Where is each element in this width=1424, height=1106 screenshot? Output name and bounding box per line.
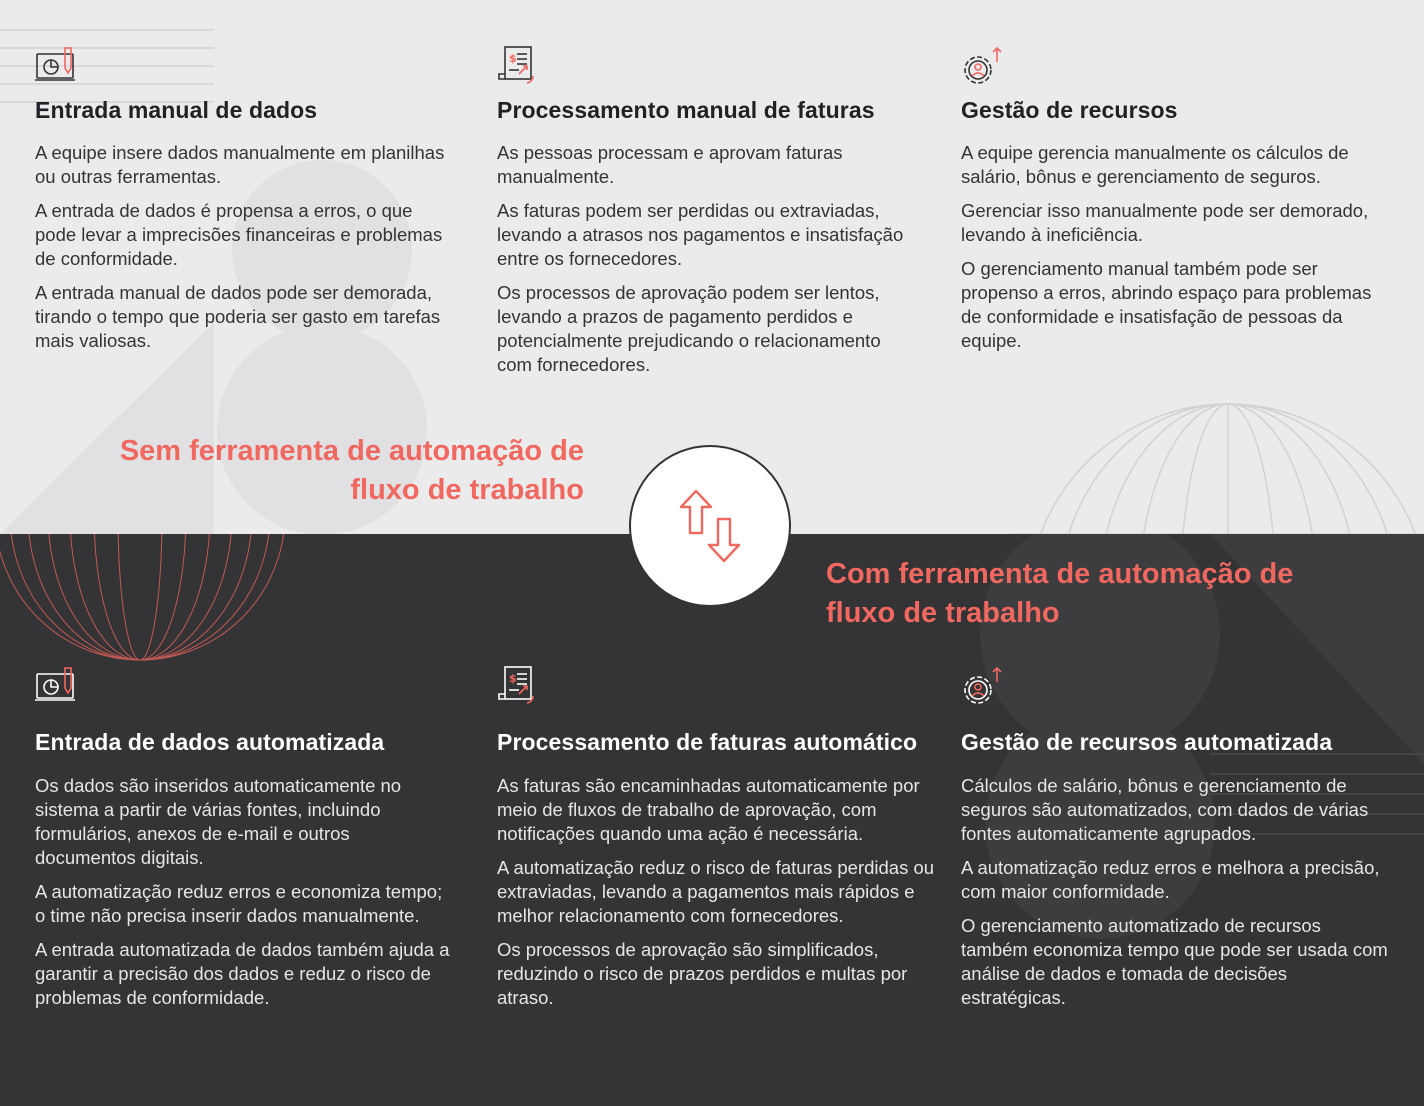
column-automated-invoice (497, 666, 937, 1010)
chart-monitor-icon (35, 666, 79, 710)
svg-text:$: $ (509, 672, 517, 685)
heading-line: fluxo de trabalho (350, 474, 584, 506)
invoice-icon (497, 666, 541, 710)
paragraph: O gerenciamento automatizado de recursos também economiza tempo que pode ser usada com análise de dados e tomada de decisões estratégicas. (961, 915, 1388, 1008)
column-manual-invoice (497, 46, 937, 377)
invoice-icon (497, 46, 541, 90)
swap-badge (629, 445, 791, 607)
without-automation-heading (24, 432, 584, 510)
with-automation-heading (826, 555, 1386, 633)
paragraph: As pessoas processam e aprovam faturas manualmente. (497, 142, 843, 187)
heading-line: Com ferramenta de automação de (826, 558, 1294, 590)
column-title: Entrada manual de dados (35, 97, 318, 123)
paragraph: A automatização reduz erros e melhora a precisão, com maior conformidade. (961, 857, 1380, 902)
paragraph: A entrada de dados é propensa a erros, o que pode levar a imprecisões financeiras e problemas de conformidade. (35, 200, 443, 269)
paragraph: Os processos de aprovação são simplificados, reduzindo o risco de prazos perdidos e multas por atraso. (497, 939, 908, 1008)
column-title: Processamento manual de faturas (497, 97, 875, 123)
column-automated-resource-management (961, 666, 1401, 1010)
paragraph: A automatização reduz o risco de faturas perdidas ou extraviadas, levando a pagamentos mais rápidos e melhor relacionamento com fornecedores. (497, 857, 935, 926)
paragraph: Cálculos de salário, bônus e gerenciamento de seguros são automatizados, com dados de várias fontes automaticamente agrupados. (961, 775, 1369, 844)
gear-person-icon (961, 46, 1005, 90)
paragraph: A automatização reduz erros e economiza tempo; o time não precisa inserir dados manualmente. (35, 881, 443, 926)
column-title: Gestão de recursos (961, 97, 1178, 123)
paragraph: A entrada manual de dados pode ser demorada, tirando o tempo que poderia ser gasto em tarefas mais valiosas. (35, 282, 441, 351)
paragraph: A entrada automatizada de dados também ajuda a garantir a precisão dos dados e reduz o risco de problemas de conformidade. (35, 939, 450, 1008)
paragraph: A equipe gerencia manualmente os cálculos de salário, bônus e gerenciamento de seguros. (961, 142, 1349, 187)
column-resource-management (961, 46, 1401, 353)
paragraph: A equipe insere dados manualmente em planilhas ou outras ferramentas. (35, 142, 445, 187)
paragraph: O gerenciamento manual também pode ser propenso a erros, abrindo espaço para problemas de conformidade e insatisfação de pessoas da equipe. (961, 258, 1372, 351)
column-automated-data-entry (35, 666, 475, 1010)
gear-person-icon (961, 666, 1005, 710)
column-manual-data-entry (35, 46, 475, 353)
heading-line: Sem ferramenta de automação de (119, 435, 584, 467)
with-automation-section (0, 534, 1424, 1106)
paragraph: As faturas são encaminhadas automaticamente por meio de fluxos de trabalho de aprovação, com notificações quando uma ação é necessária. (497, 775, 920, 844)
paragraph: As faturas podem ser perdidas ou extraviadas, levando a atrasos nos pagamentos e insatisfação entre os fornecedores. (497, 200, 904, 269)
heading-line: fluxo de trabalho (826, 597, 1060, 629)
svg-text:$: $ (509, 52, 517, 65)
column-title: Entrada de dados automatizada (35, 729, 385, 755)
column-title: Processamento de faturas automático (497, 729, 918, 755)
column-title: Gestão de recursos automatizada (961, 729, 1333, 755)
paragraph: Os processos de aprovação podem ser lentos, levando a prazos de pagamento perdidos e potencialmente prejudicando o relacionamento com fornecedores. (497, 282, 881, 375)
chart-monitor-icon (35, 46, 79, 90)
paragraph: Gerenciar isso manualmente pode ser demorado, levando à ineficiência. (961, 200, 1369, 245)
paragraph: Os dados são inseridos automaticamente no sistema a partir de várias fontes, incluindo formulários, anexos de e-mail e outros documentos digitais. (35, 775, 402, 868)
swap-arrows-icon (678, 489, 742, 563)
